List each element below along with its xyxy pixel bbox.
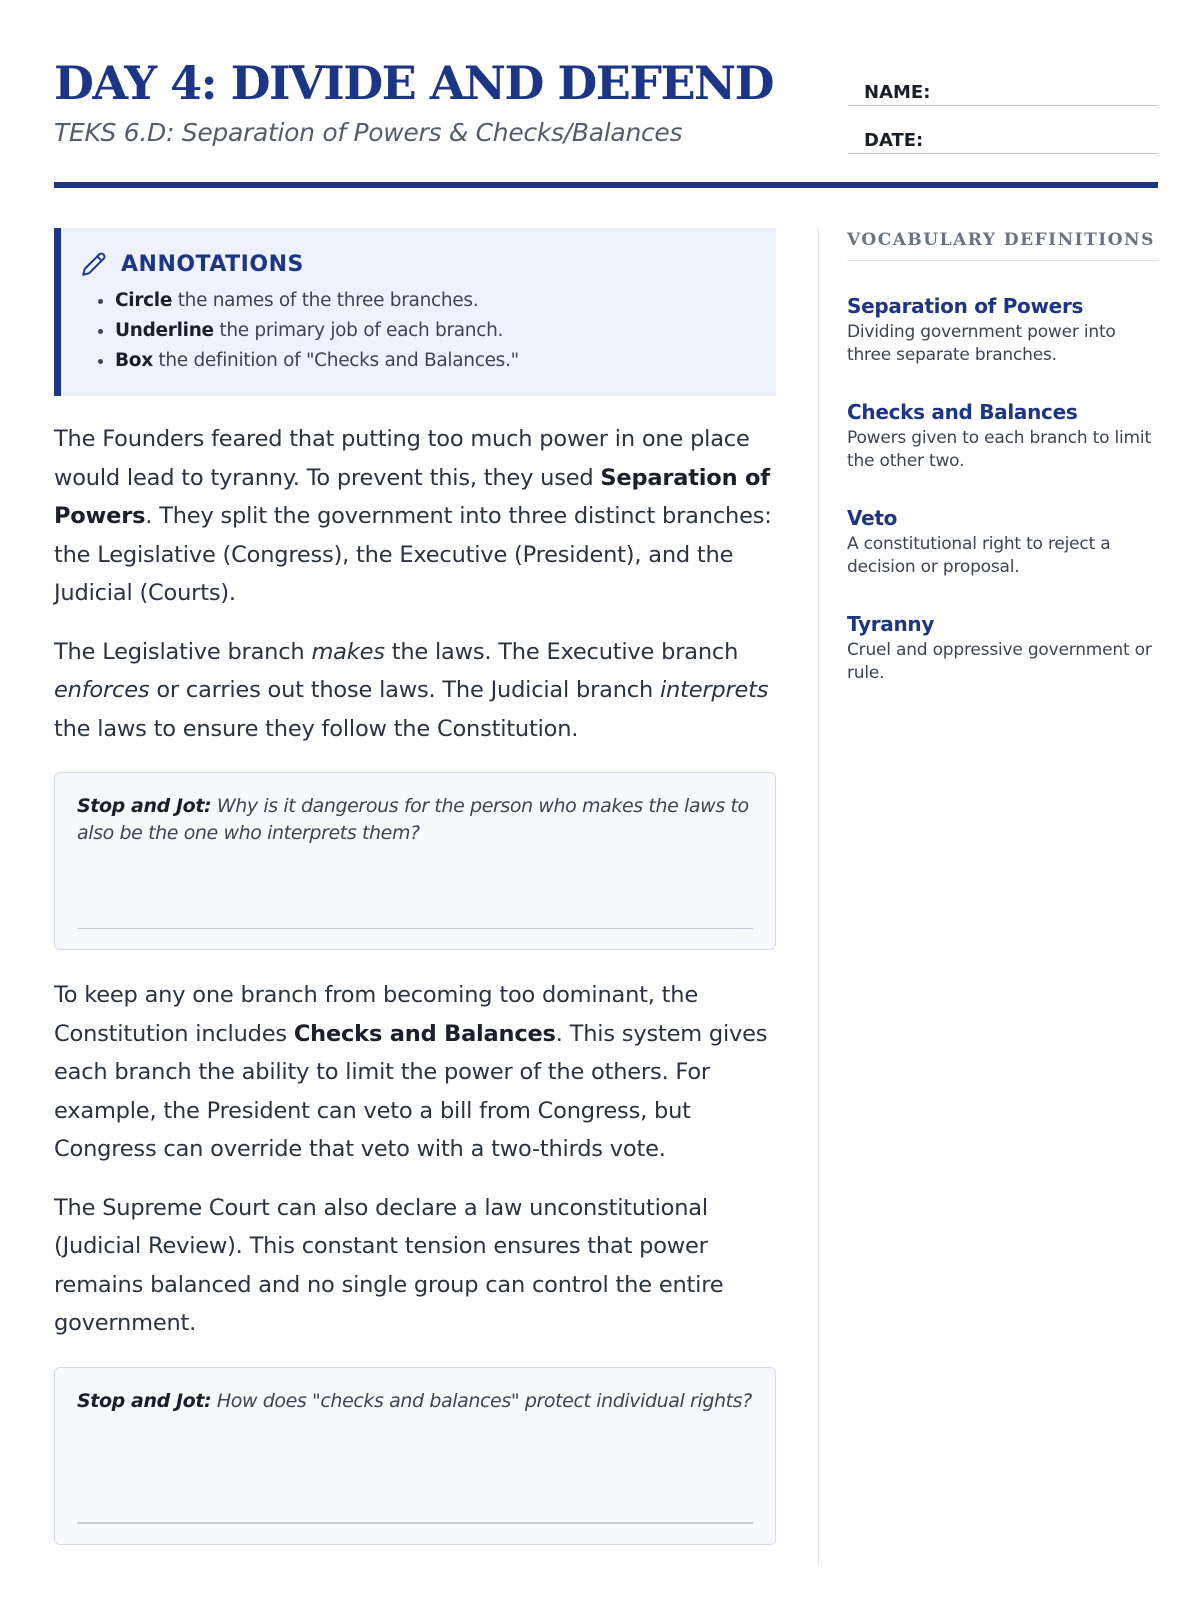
vocab-term-name: Separation of Powers bbox=[847, 294, 1084, 318]
stop-and-jot-box[interactable] bbox=[54, 1367, 776, 1545]
page-title: DAY 4: DIVIDE AND DEFEND bbox=[54, 56, 773, 110]
date-field[interactable] bbox=[848, 110, 1158, 154]
header-divider bbox=[54, 182, 1158, 188]
jot-label: Stop and Jot: bbox=[77, 1389, 212, 1412]
vocab-term bbox=[847, 399, 1158, 473]
vocab-term-definition: A constitutional right to reject a decision or proposal. bbox=[847, 534, 1111, 577]
vocab-term-definition: Cruel and oppressive government or rule. bbox=[847, 640, 1152, 683]
vocab-term-name: Tyranny bbox=[847, 612, 935, 636]
paragraph-separation-of-powers bbox=[54, 420, 776, 613]
vocab-term bbox=[847, 293, 1158, 367]
vocab-term bbox=[847, 505, 1158, 579]
annotation-text: the primary job of each branch. bbox=[213, 320, 504, 341]
annotation-verb: Underline bbox=[115, 320, 214, 341]
vocab-term-definition: Powers given to each branch to limit the other two. bbox=[847, 428, 1151, 471]
paragraph-text: the laws. The Executive branch bbox=[384, 638, 739, 665]
jot-prompt bbox=[77, 793, 755, 847]
vocabulary-sidebar bbox=[818, 228, 1158, 1566]
jot-question: How does "checks and balances" protect individual rights? bbox=[211, 1389, 752, 1412]
emphasis-text: enforces bbox=[54, 677, 150, 703]
annotation-item bbox=[115, 346, 756, 376]
paragraph-judicial-review: The Supreme Court can also declare a law unconstitutional (Judicial Review). This constant tension ensures that power remains balanced and no single group can control the entire government. bbox=[54, 1194, 724, 1336]
annotations-list bbox=[81, 286, 756, 376]
annotation-item bbox=[115, 286, 756, 316]
paragraph-branch-roles bbox=[54, 633, 776, 749]
annotation-text: the names of the three branches. bbox=[172, 290, 479, 311]
date-label: DATE: bbox=[864, 130, 924, 151]
stop-and-jot-box[interactable] bbox=[54, 772, 776, 950]
answer-line bbox=[77, 1522, 753, 1524]
jot-question: Why is it dangerous for the person who makes the laws to also be the one who interprets them? bbox=[77, 795, 749, 844]
annotation-text: the definition of "Checks and Balances." bbox=[152, 350, 519, 371]
annotation-item bbox=[115, 316, 756, 346]
emphasis-text: interprets bbox=[659, 677, 769, 703]
vocab-term bbox=[847, 611, 1158, 685]
name-label: NAME: bbox=[864, 82, 931, 103]
emphasis-text: makes bbox=[311, 638, 385, 665]
paragraph-text: The Legislative branch bbox=[54, 638, 312, 665]
vocab-term-name: Veto bbox=[847, 506, 898, 530]
annotation-verb: Box bbox=[115, 350, 153, 371]
jot-label: Stop and Jot: bbox=[77, 795, 212, 817]
paragraph-text: the laws to ensure they follow the Constitution. bbox=[54, 715, 579, 742]
paragraph-text: The Founders feared that putting too much power in one place would lead to tyranny. To prevent this, they used bbox=[54, 426, 750, 491]
key-term: Separation of Powers bbox=[54, 464, 770, 529]
vocabulary-heading: VOCABULARY DEFINITIONS bbox=[847, 228, 1158, 261]
paragraph-text: . They split the government into three distinct branches: the Legislative (Congress), the Executive (President), and the Judicial (Courts). bbox=[54, 503, 772, 606]
page-subtitle: TEKS 6.D: Separation of Powers & Checks/Balances bbox=[54, 118, 683, 147]
paragraph-text: . This system gives each branch the ability to limit the power of the others. For example, the President can veto a bill from Congress, but Congress can override that veto with a two-thirds vote. bbox=[54, 1020, 768, 1162]
answer-line bbox=[77, 928, 753, 930]
annotations-header bbox=[81, 246, 756, 282]
name-field[interactable] bbox=[848, 62, 1158, 106]
annotation-verb: Circle bbox=[115, 290, 173, 311]
vocab-term-name: Checks and Balances bbox=[847, 400, 1078, 424]
paragraph-text: To keep any one branch from becoming too dominant, the Constitution includes bbox=[54, 982, 699, 1047]
jot-prompt bbox=[77, 1388, 755, 1415]
vocab-term-definition: Dividing government power into three separate branches. bbox=[847, 322, 1116, 365]
paragraph-checks-and-balances bbox=[54, 976, 776, 1169]
main-column bbox=[54, 228, 776, 1545]
annotations-box bbox=[54, 228, 776, 396]
key-term: Checks and Balances bbox=[293, 1020, 556, 1047]
pencil-icon bbox=[81, 251, 107, 277]
paragraph-text: or carries out those laws. The Judicial branch bbox=[149, 677, 660, 703]
annotations-title: ANNOTATIONS bbox=[121, 251, 304, 277]
